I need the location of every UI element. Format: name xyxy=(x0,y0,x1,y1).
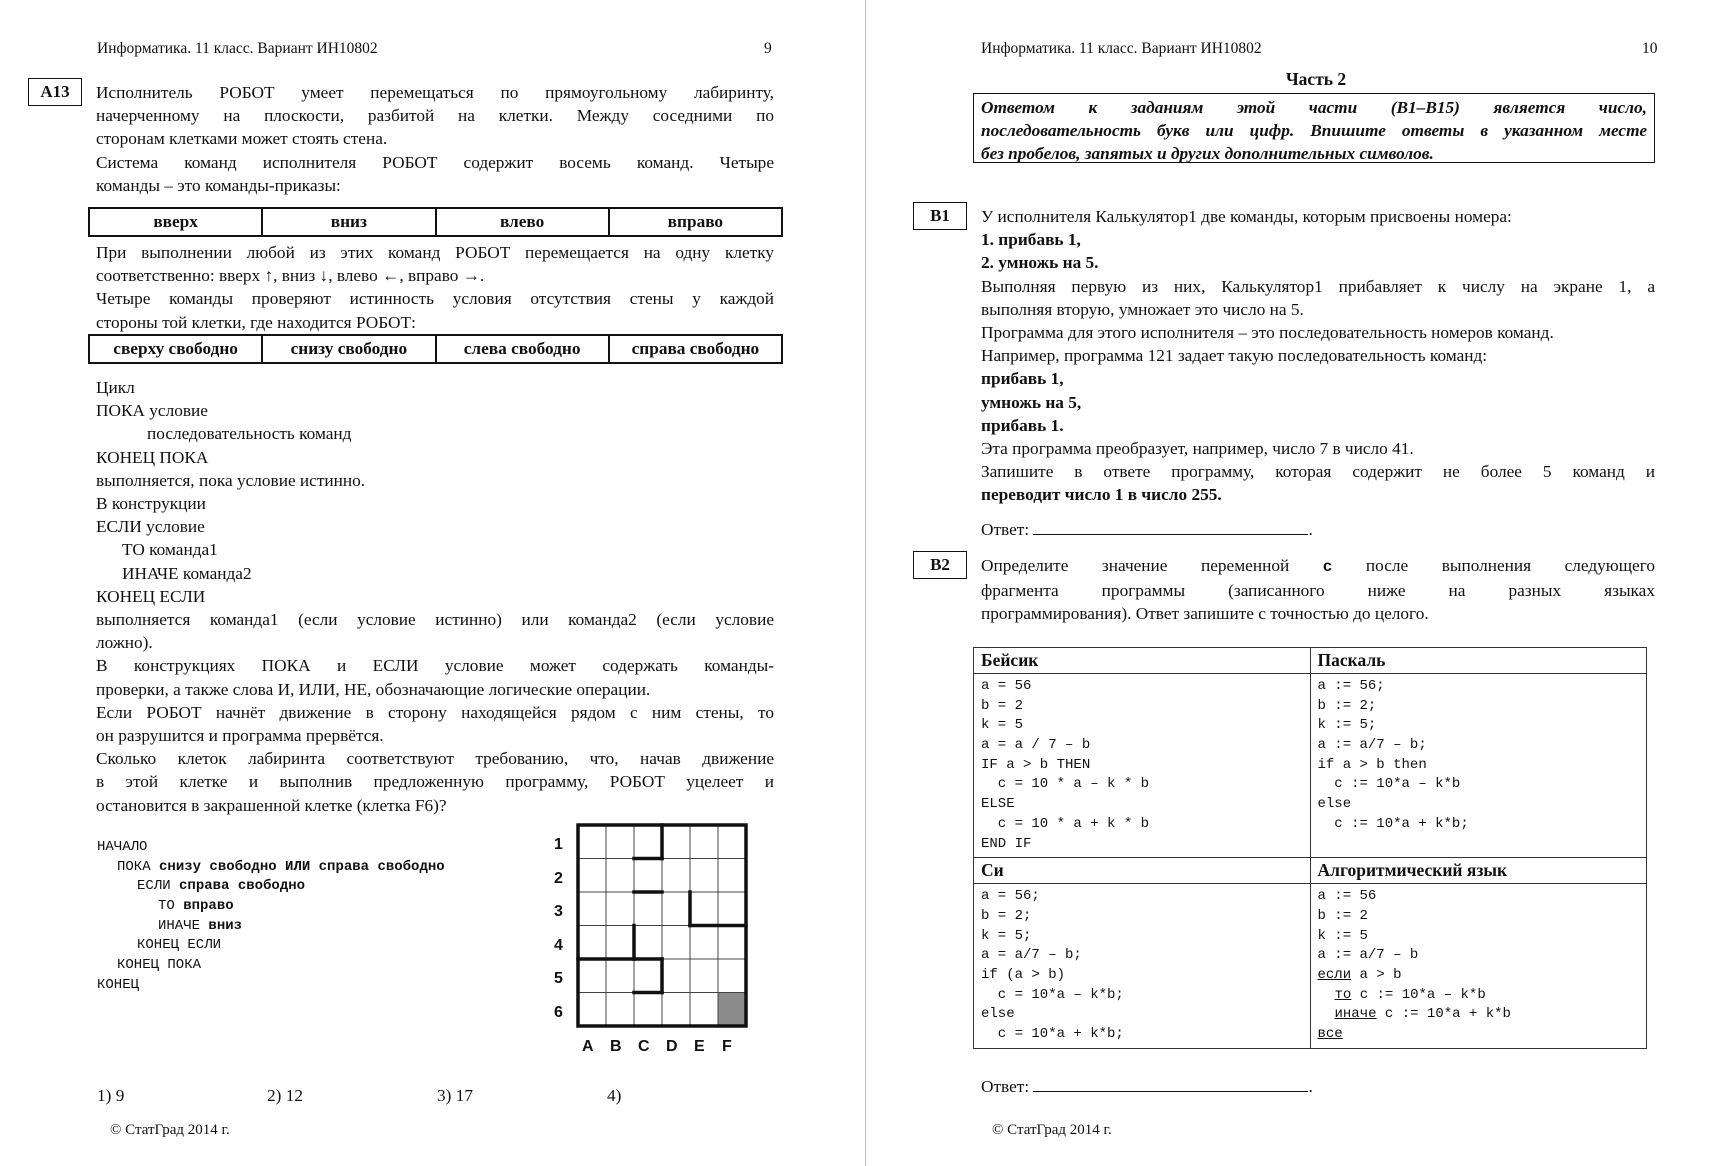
code-line: b = 2; xyxy=(981,907,1032,924)
text-line: ложно). xyxy=(96,633,153,653)
text-line: прибавь 1, xyxy=(981,369,1064,389)
text-line: КОНЕЦ ЕСЛИ xyxy=(96,586,206,606)
text-line: 1. прибавь 1, xyxy=(981,230,1081,250)
check-bottom-free: снизу свободно xyxy=(262,335,435,363)
code-line: КОНЕЦ xyxy=(97,976,140,993)
command: вниз xyxy=(208,917,243,934)
code-part: a > b xyxy=(1351,966,1402,983)
text-line: сторонам клетками может стоять стена. xyxy=(96,129,388,149)
keyword: иначе xyxy=(1334,1006,1377,1023)
robot-program xyxy=(97,838,557,996)
answer-label: Ответ: xyxy=(981,520,1030,539)
code-line: c := 10*a + k*b; xyxy=(1317,815,1469,832)
row-label: 4 xyxy=(554,937,563,954)
code-line: k = 5 xyxy=(981,717,1024,734)
text-line: Сколько клеток лабиринта соответствуют требованию, что, начав движение xyxy=(96,749,774,769)
text-line: Например, программа 121 задает такую последовательность команд: xyxy=(981,346,1488,366)
code-line: a := a/7 – b xyxy=(1317,947,1419,964)
algorithmic-code xyxy=(1310,884,1647,1049)
code-line xyxy=(97,897,557,917)
header-basic: Бейсик xyxy=(974,648,1311,674)
text-line: ТО команда1 xyxy=(122,540,218,560)
text-part: Определите значение переменной xyxy=(981,556,1323,575)
keyword: ПОКА xyxy=(117,858,160,875)
text-line: выполняется, пока условие истинно. xyxy=(96,470,366,490)
command-right: вправо xyxy=(609,208,782,236)
task-intro xyxy=(96,81,774,197)
code-line: c := 10*a – k*b xyxy=(1317,776,1461,793)
col-label: B xyxy=(610,1038,622,1055)
check-commands-table xyxy=(88,334,783,364)
code-line xyxy=(97,917,557,937)
header-algorithmic: Алгоритмический язык xyxy=(1310,858,1647,884)
answer-option-2[interactable]: 2) 12 xyxy=(267,1086,303,1105)
text-line: Ответом к заданиям этой части (В1–В15) является число, xyxy=(981,98,1647,117)
code-line: c = 10*a – k*b; xyxy=(981,986,1124,1003)
code-line xyxy=(1318,986,1640,1006)
page-footer: © СтатГрад 2014 г. xyxy=(110,1122,230,1138)
text-line: выполняя вторую, умножает это число на 5. xyxy=(981,299,1304,319)
text-line: В конструкциях ПОКА и ЕСЛИ условие может содержать команды- xyxy=(96,656,774,676)
row-label: 1 xyxy=(554,836,563,853)
text-line: в этой клетке и выполнив предложенную программу, РОБОТ уцелеет и xyxy=(96,772,774,792)
pascal-code xyxy=(1310,674,1647,858)
code-line xyxy=(97,858,557,878)
col-label: A xyxy=(582,1038,594,1055)
program-table xyxy=(973,647,1647,1049)
answer-field-b1[interactable] xyxy=(1033,518,1308,535)
text-line: последовательность букв или цифр. Впишите ответы в указанном месте xyxy=(981,121,1647,141)
code-line: a := a/7 – b; xyxy=(1317,737,1427,754)
text-line: У исполнителя Калькулятор1 две команды, которым присвоены номера: xyxy=(981,207,1512,226)
answer-option-1[interactable]: 1) 9 xyxy=(97,1086,125,1105)
text-line: Исполнитель РОБОТ умеет перемещаться по прямоугольному лабиринту, xyxy=(96,83,774,102)
command-left: влево xyxy=(436,208,609,236)
text-line: При выполнении любой из этих команд РОБОТ перемещается на одну клетку xyxy=(96,243,774,262)
code-line: else xyxy=(1317,796,1352,813)
text-line: умножь на 5, xyxy=(981,392,1082,412)
code-line: c = 10*a + k*b; xyxy=(981,1026,1124,1042)
code-line: b := 2; xyxy=(1317,697,1377,714)
col-label: D xyxy=(666,1038,678,1055)
keyword: ЕСЛИ xyxy=(137,878,180,895)
text-line: программирования). Ответ запишите с точностью до целого. xyxy=(981,604,1429,624)
text-line: фрагмента программы (записанного ниже на разных языках xyxy=(981,581,1655,601)
task-b1-text xyxy=(981,205,1655,507)
check-top-free: сверху свободно xyxy=(89,335,262,363)
command: вправо xyxy=(183,898,234,915)
check-right-free: справа свободно xyxy=(609,335,782,363)
code-line: END IF xyxy=(981,835,1032,852)
text-line: переводит число 1 в число 255. xyxy=(981,485,1222,505)
shaded-target-cell xyxy=(718,992,746,1025)
row-label: 5 xyxy=(554,970,563,987)
code-line: КОНЕЦ ЕСЛИ xyxy=(137,937,222,954)
code-line: c = 10 * a + k * b xyxy=(981,815,1150,832)
code-line: КОНЕЦ ПОКА xyxy=(117,957,202,974)
text-line: прибавь 1. xyxy=(981,415,1064,435)
part-instructions-box xyxy=(973,93,1655,163)
col-label: E xyxy=(694,1038,705,1055)
task-label-b1: В1 xyxy=(913,202,967,230)
text-line: он разрушится и программа прервётся. xyxy=(96,726,384,746)
code-line: a := 56 xyxy=(1317,888,1377,905)
answer-option-3[interactable]: 3) 17 xyxy=(437,1086,473,1105)
condition: снизу свободно ИЛИ справа свободно xyxy=(159,858,445,875)
code-line xyxy=(1318,1005,1640,1025)
col-label: F xyxy=(722,1038,732,1055)
basic-code xyxy=(974,674,1311,858)
task-label-b2: В2 xyxy=(913,551,967,579)
page-divider xyxy=(865,0,866,1166)
code-line: if a > b then xyxy=(1317,756,1427,773)
text-line: Цикл xyxy=(96,378,135,397)
text-line: Если РОБОТ начнёт движение в сторону находящейся рядом с ним стены, то xyxy=(96,702,774,722)
code-line: if (a > b) xyxy=(981,966,1066,983)
text-line: команды – это команды-приказы: xyxy=(96,175,341,195)
code-line xyxy=(1318,966,1640,986)
page-number: 9 xyxy=(764,40,772,57)
keyword: если xyxy=(1317,966,1352,983)
command-up: вверх xyxy=(89,208,262,236)
page-number: 10 xyxy=(1642,40,1658,57)
constructs-description xyxy=(96,376,774,817)
code-line xyxy=(1318,1025,1640,1045)
code-line: c = 10 * a – k * b xyxy=(981,776,1150,793)
text-line: Программа для этого исполнителя – это последовательность номеров команд. xyxy=(981,323,1554,343)
text-line xyxy=(981,554,1655,579)
condition: справа свободно xyxy=(179,878,306,895)
header-pascal: Паскаль xyxy=(1310,648,1647,674)
answer-field-b2[interactable] xyxy=(1033,1075,1308,1092)
row-label: 2 xyxy=(554,870,563,887)
c-code xyxy=(974,884,1311,1049)
code-line xyxy=(97,877,557,897)
text-line: остановится в закрашенной клетке (клетка F6)? xyxy=(96,795,447,815)
answer-label: Ответ: xyxy=(981,1077,1030,1096)
text-line: соответственно: вверх ↑, вниз ↓, влево ←, вправо →. xyxy=(96,266,485,286)
code-line: b := 2 xyxy=(1317,907,1368,924)
code-line: a = 56; xyxy=(981,888,1040,905)
move-description xyxy=(96,241,774,334)
check-left-free: слева свободно xyxy=(436,335,609,363)
code-line: k := 5 xyxy=(1317,927,1368,944)
text-line: начерченному на плоскости, разбитой на клетки. Между соседними по xyxy=(96,106,774,126)
code-line: a := 56; xyxy=(1317,678,1385,694)
answer-option-4[interactable]: 4) xyxy=(607,1086,622,1105)
text-line: ПОКА условие xyxy=(96,401,208,421)
code-part: c := 10*a – k*b xyxy=(1351,986,1486,1003)
keyword: ТО xyxy=(158,898,184,915)
text-line: ЕСЛИ условие xyxy=(96,517,205,537)
answer-line-b2: Ответ: . xyxy=(981,1077,1313,1096)
text-line: проверки, а также слова И, ИЛИ, НЕ, обозначающие логические операции. xyxy=(96,679,651,699)
code-line: НАЧАЛО xyxy=(97,839,148,855)
maze-figure xyxy=(552,822,752,1062)
row-label: 3 xyxy=(554,903,563,920)
answer-line-b1: Ответ: . xyxy=(981,520,1313,539)
page-header-title: Информатика. 11 класс. Вариант ИН10802 xyxy=(981,40,1262,57)
code-line: k = 5; xyxy=(981,927,1032,944)
code-line: ELSE xyxy=(981,796,1015,813)
code-line: else xyxy=(981,1006,1015,1023)
code-part: c := 10*a + k*b xyxy=(1376,1006,1511,1023)
text-line: ИНАЧЕ команда2 xyxy=(122,563,252,583)
col-label: C xyxy=(638,1038,650,1055)
maze-grid xyxy=(575,822,751,1028)
code-line: b = 2 xyxy=(981,697,1024,714)
code-line: a = a / 7 – b xyxy=(981,737,1091,754)
keyword: то xyxy=(1334,986,1352,1003)
command-down: вниз xyxy=(262,208,435,236)
text-line: 2. умножь на 5. xyxy=(981,253,1099,273)
header-c: Си xyxy=(974,858,1311,884)
text-line: стороны той клетки, где находится РОБОТ: xyxy=(96,312,416,332)
page-header-title: Информатика. 11 класс. Вариант ИН10802 xyxy=(97,40,378,57)
code-line: IF a > b THEN xyxy=(981,756,1091,773)
text-line: Система команд исполнителя РОБОТ содержит восемь команд. Четыре xyxy=(96,152,774,172)
text-line: Выполняя первую из них, Калькулятор1 прибавляет к числу на экране 1, а xyxy=(981,276,1655,296)
variable-c: c xyxy=(1322,558,1333,576)
part-title: Часть 2 xyxy=(1285,69,1347,89)
code-line: a = a/7 – b; xyxy=(981,947,1082,964)
text-line: КОНЕЦ ПОКА xyxy=(96,447,209,467)
keyword: все xyxy=(1317,1026,1343,1042)
task-label-a13: А13 xyxy=(28,78,82,106)
text-line: последовательность команд xyxy=(147,424,352,444)
text-line: выполняется команда1 (если условие истинно) или команда2 (если условие xyxy=(96,610,774,630)
keyword: ИНАЧЕ xyxy=(158,917,209,934)
text-part: после выполнения следующего xyxy=(1332,556,1655,575)
code-line: k := 5; xyxy=(1317,717,1377,734)
text-line: Четыре команды проверяют истинность условия отсутствия стены у каждой xyxy=(96,289,774,309)
text-line: Эта программа преобразует, например, число 7 в число 41. xyxy=(981,439,1414,459)
text-line: без пробелов, запятых и других дополнительных символов. xyxy=(981,144,1434,164)
row-label: 6 xyxy=(554,1004,563,1021)
code-line: a = 56 xyxy=(981,678,1032,694)
text-line: Запишите в ответе программу, которая содержит не более 5 команд и xyxy=(981,462,1655,482)
page-footer: © СтатГрад 2014 г. xyxy=(992,1122,1112,1138)
text-line: В конструкции xyxy=(96,494,206,514)
right-page xyxy=(868,0,1716,1166)
task-b2-text xyxy=(981,554,1655,626)
move-commands-table xyxy=(88,207,783,237)
